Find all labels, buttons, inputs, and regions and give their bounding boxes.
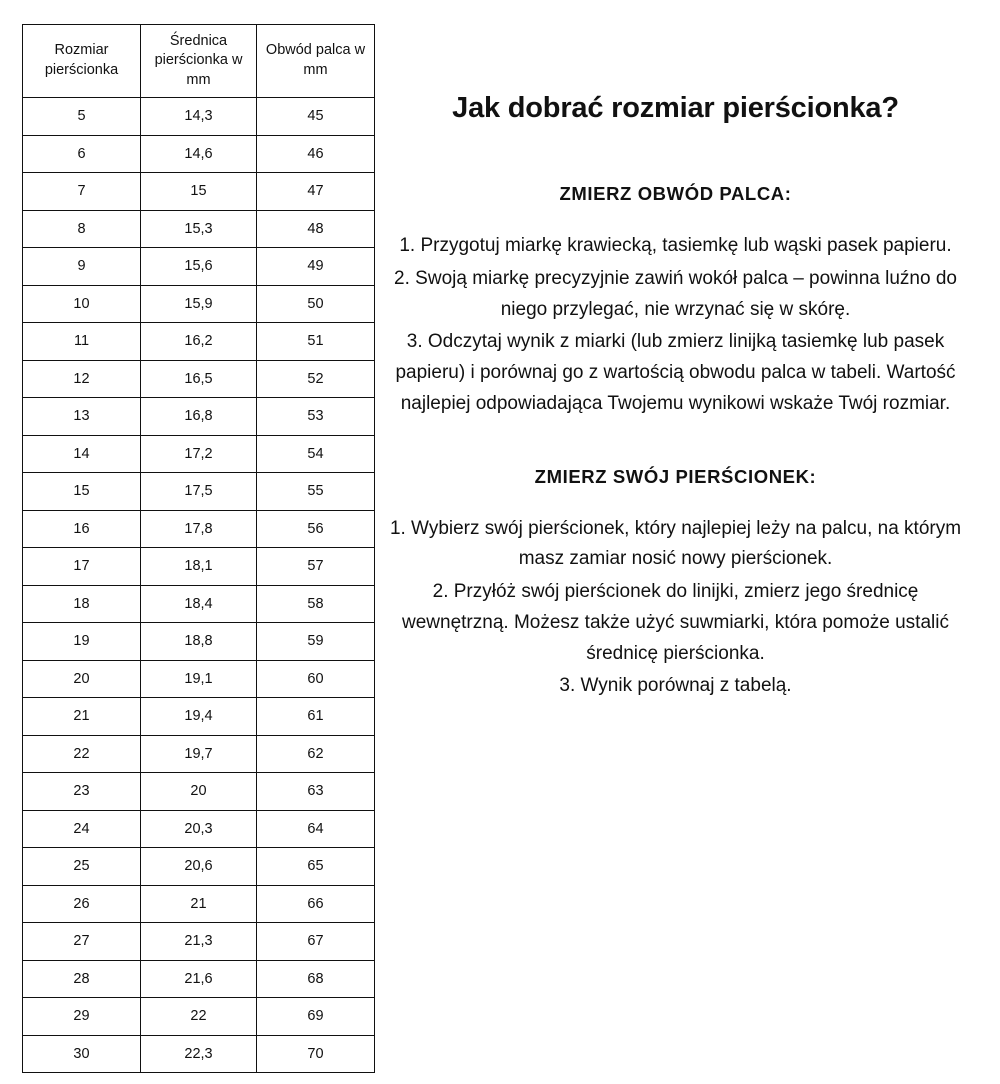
- table-row: [23, 98, 375, 136]
- cell-size: 26: [23, 885, 141, 923]
- guide-content: [353, 0, 1000, 748]
- steps-measure-finger: [381, 231, 970, 420]
- cell-size: 27: [23, 923, 141, 961]
- cell-diameter: 21: [141, 885, 257, 923]
- cell-size: 17: [23, 548, 141, 586]
- step-item: 3. Wynik porównaj z tabelą.: [559, 675, 792, 697]
- table-row: [23, 848, 375, 886]
- cell-diameter: 15,6: [141, 248, 257, 286]
- cell-diameter: 15: [141, 173, 257, 211]
- step-item: 1. Przygotuj miarkę krawiecką, tasiemkę lub wąski pasek papieru.: [399, 235, 952, 256]
- cell-size: 29: [23, 998, 141, 1036]
- cell-size: 19: [23, 623, 141, 661]
- cell-size: 12: [23, 360, 141, 398]
- table-body: [23, 98, 375, 1073]
- cell-size: 28: [23, 960, 141, 998]
- table-row: [23, 510, 375, 548]
- cell-diameter: 17,8: [141, 510, 257, 548]
- cell-size: 18: [23, 585, 141, 623]
- table-row: [23, 323, 375, 361]
- table-row: [23, 548, 375, 586]
- cell-diameter: 20,6: [141, 848, 257, 886]
- cell-circumference: 60: [257, 660, 375, 698]
- page-title: Jak dobrać rozmiar pierścionka?: [452, 92, 899, 124]
- cell-diameter: 16,8: [141, 398, 257, 436]
- cell-size: 8: [23, 210, 141, 248]
- cell-circumference: 51: [257, 323, 375, 361]
- cell-diameter: 15,9: [141, 285, 257, 323]
- table-row: [23, 810, 375, 848]
- table-row: [23, 998, 375, 1036]
- cell-circumference: 64: [257, 810, 375, 848]
- cell-circumference: 58: [257, 585, 375, 623]
- cell-diameter: 21,3: [141, 923, 257, 961]
- table-row: [23, 698, 375, 736]
- cell-diameter: 16,5: [141, 360, 257, 398]
- table-header-cell: Średnica pierścionka w mm: [141, 25, 257, 98]
- table-header-row: [23, 25, 375, 98]
- table-row: [23, 773, 375, 811]
- cell-circumference: 50: [257, 285, 375, 323]
- size-table-container: [0, 0, 366, 1073]
- table-row: [23, 248, 375, 286]
- cell-size: 9: [23, 248, 141, 286]
- cell-circumference: 68: [257, 960, 375, 998]
- cell-size: 16: [23, 510, 141, 548]
- cell-diameter: 22,3: [141, 1035, 257, 1073]
- table-row: [23, 735, 375, 773]
- table-header-cell: Rozmiar pierścionka: [23, 25, 141, 98]
- table-row: [23, 923, 375, 961]
- cell-size: 20: [23, 660, 141, 698]
- table-row: [23, 960, 375, 998]
- cell-diameter: 15,3: [141, 210, 257, 248]
- cell-circumference: 55: [257, 473, 375, 511]
- cell-size: 30: [23, 1035, 141, 1073]
- cell-circumference: 70: [257, 1035, 375, 1073]
- cell-size: 21: [23, 698, 141, 736]
- step-item: 2. Przyłóż swój pierścionek do linijki, zmierz jego średnicę wewnętrzną. Możesz także użyć suwmiarki, która pomoże ustalić średnicę pierścionka.: [402, 581, 949, 664]
- cell-circumference: 46: [257, 135, 375, 173]
- table-row: [23, 623, 375, 661]
- cell-diameter: 21,6: [141, 960, 257, 998]
- cell-diameter: 20,3: [141, 810, 257, 848]
- cell-size: 10: [23, 285, 141, 323]
- cell-circumference: 52: [257, 360, 375, 398]
- cell-diameter: 16,2: [141, 323, 257, 361]
- cell-circumference: 59: [257, 623, 375, 661]
- step-item: 3. Odczytaj wynik z miarki (lub zmierz linijką tasiemkę lub pasek papieru) i porównaj go z wartością obwodu palca w tabeli. Wartość najlepiej odpowiadająca Twojemu wynikowi wskaże Twój rozmiar.: [395, 331, 956, 414]
- cell-diameter: 18,1: [141, 548, 257, 586]
- table-row: [23, 285, 375, 323]
- cell-diameter: 17,5: [141, 473, 257, 511]
- steps-measure-ring: [381, 514, 970, 703]
- table-header-cell: Obwód palca w mm: [257, 25, 375, 98]
- cell-diameter: 14,6: [141, 135, 257, 173]
- cell-circumference: 69: [257, 998, 375, 1036]
- cell-size: 7: [23, 173, 141, 211]
- cell-size: 13: [23, 398, 141, 436]
- cell-circumference: 48: [257, 210, 375, 248]
- table-row: [23, 1035, 375, 1073]
- cell-size: 14: [23, 435, 141, 473]
- cell-size: 24: [23, 810, 141, 848]
- cell-diameter: 18,8: [141, 623, 257, 661]
- cell-circumference: 66: [257, 885, 375, 923]
- cell-size: 25: [23, 848, 141, 886]
- cell-size: 15: [23, 473, 141, 511]
- cell-size: 6: [23, 135, 141, 173]
- step-item: 1. Wybierz swój pierścionek, który najlepiej leży na palcu, na którym masz zamiar nosić nowy pierścionek.: [389, 517, 962, 570]
- cell-diameter: 19,4: [141, 698, 257, 736]
- cell-diameter: 14,3: [141, 98, 257, 136]
- cell-size: 22: [23, 735, 141, 773]
- cell-size: 11: [23, 323, 141, 361]
- section-heading-measure-finger: ZMIERZ OBWÓD PALCA:: [559, 183, 792, 204]
- table-row: [23, 473, 375, 511]
- table-row: [23, 173, 375, 211]
- cell-circumference: 62: [257, 735, 375, 773]
- table-row: [23, 398, 375, 436]
- cell-diameter: 19,1: [141, 660, 257, 698]
- cell-diameter: 18,4: [141, 585, 257, 623]
- cell-circumference: 61: [257, 698, 375, 736]
- cell-diameter: 20: [141, 773, 257, 811]
- table-row: [23, 660, 375, 698]
- cell-circumference: 57: [257, 548, 375, 586]
- cell-circumference: 53: [257, 398, 375, 436]
- cell-circumference: 49: [257, 248, 375, 286]
- table-row: [23, 210, 375, 248]
- cell-circumference: 54: [257, 435, 375, 473]
- cell-circumference: 47: [257, 173, 375, 211]
- cell-circumference: 67: [257, 923, 375, 961]
- cell-diameter: 17,2: [141, 435, 257, 473]
- cell-size: 23: [23, 773, 141, 811]
- cell-diameter: 19,7: [141, 735, 257, 773]
- section-heading-measure-ring: ZMIERZ SWÓJ PIERŚCIONEK:: [534, 465, 817, 487]
- cell-circumference: 65: [257, 848, 375, 886]
- table-row: [23, 360, 375, 398]
- cell-circumference: 63: [257, 773, 375, 811]
- table-row: [23, 585, 375, 623]
- cell-circumference: 45: [257, 98, 375, 136]
- cell-size: 5: [23, 98, 141, 136]
- cell-diameter: 22: [141, 998, 257, 1036]
- table-row: [23, 435, 375, 473]
- ring-size-table: [22, 24, 375, 1073]
- table-row: [23, 135, 375, 173]
- step-item: 2. Swoją miarkę precyzyjnie zawiń wokół palca – powinna luźno do niego przylegać, nie wrzynać się w skórę.: [394, 267, 957, 320]
- table-row: [23, 885, 375, 923]
- cell-circumference: 56: [257, 510, 375, 548]
